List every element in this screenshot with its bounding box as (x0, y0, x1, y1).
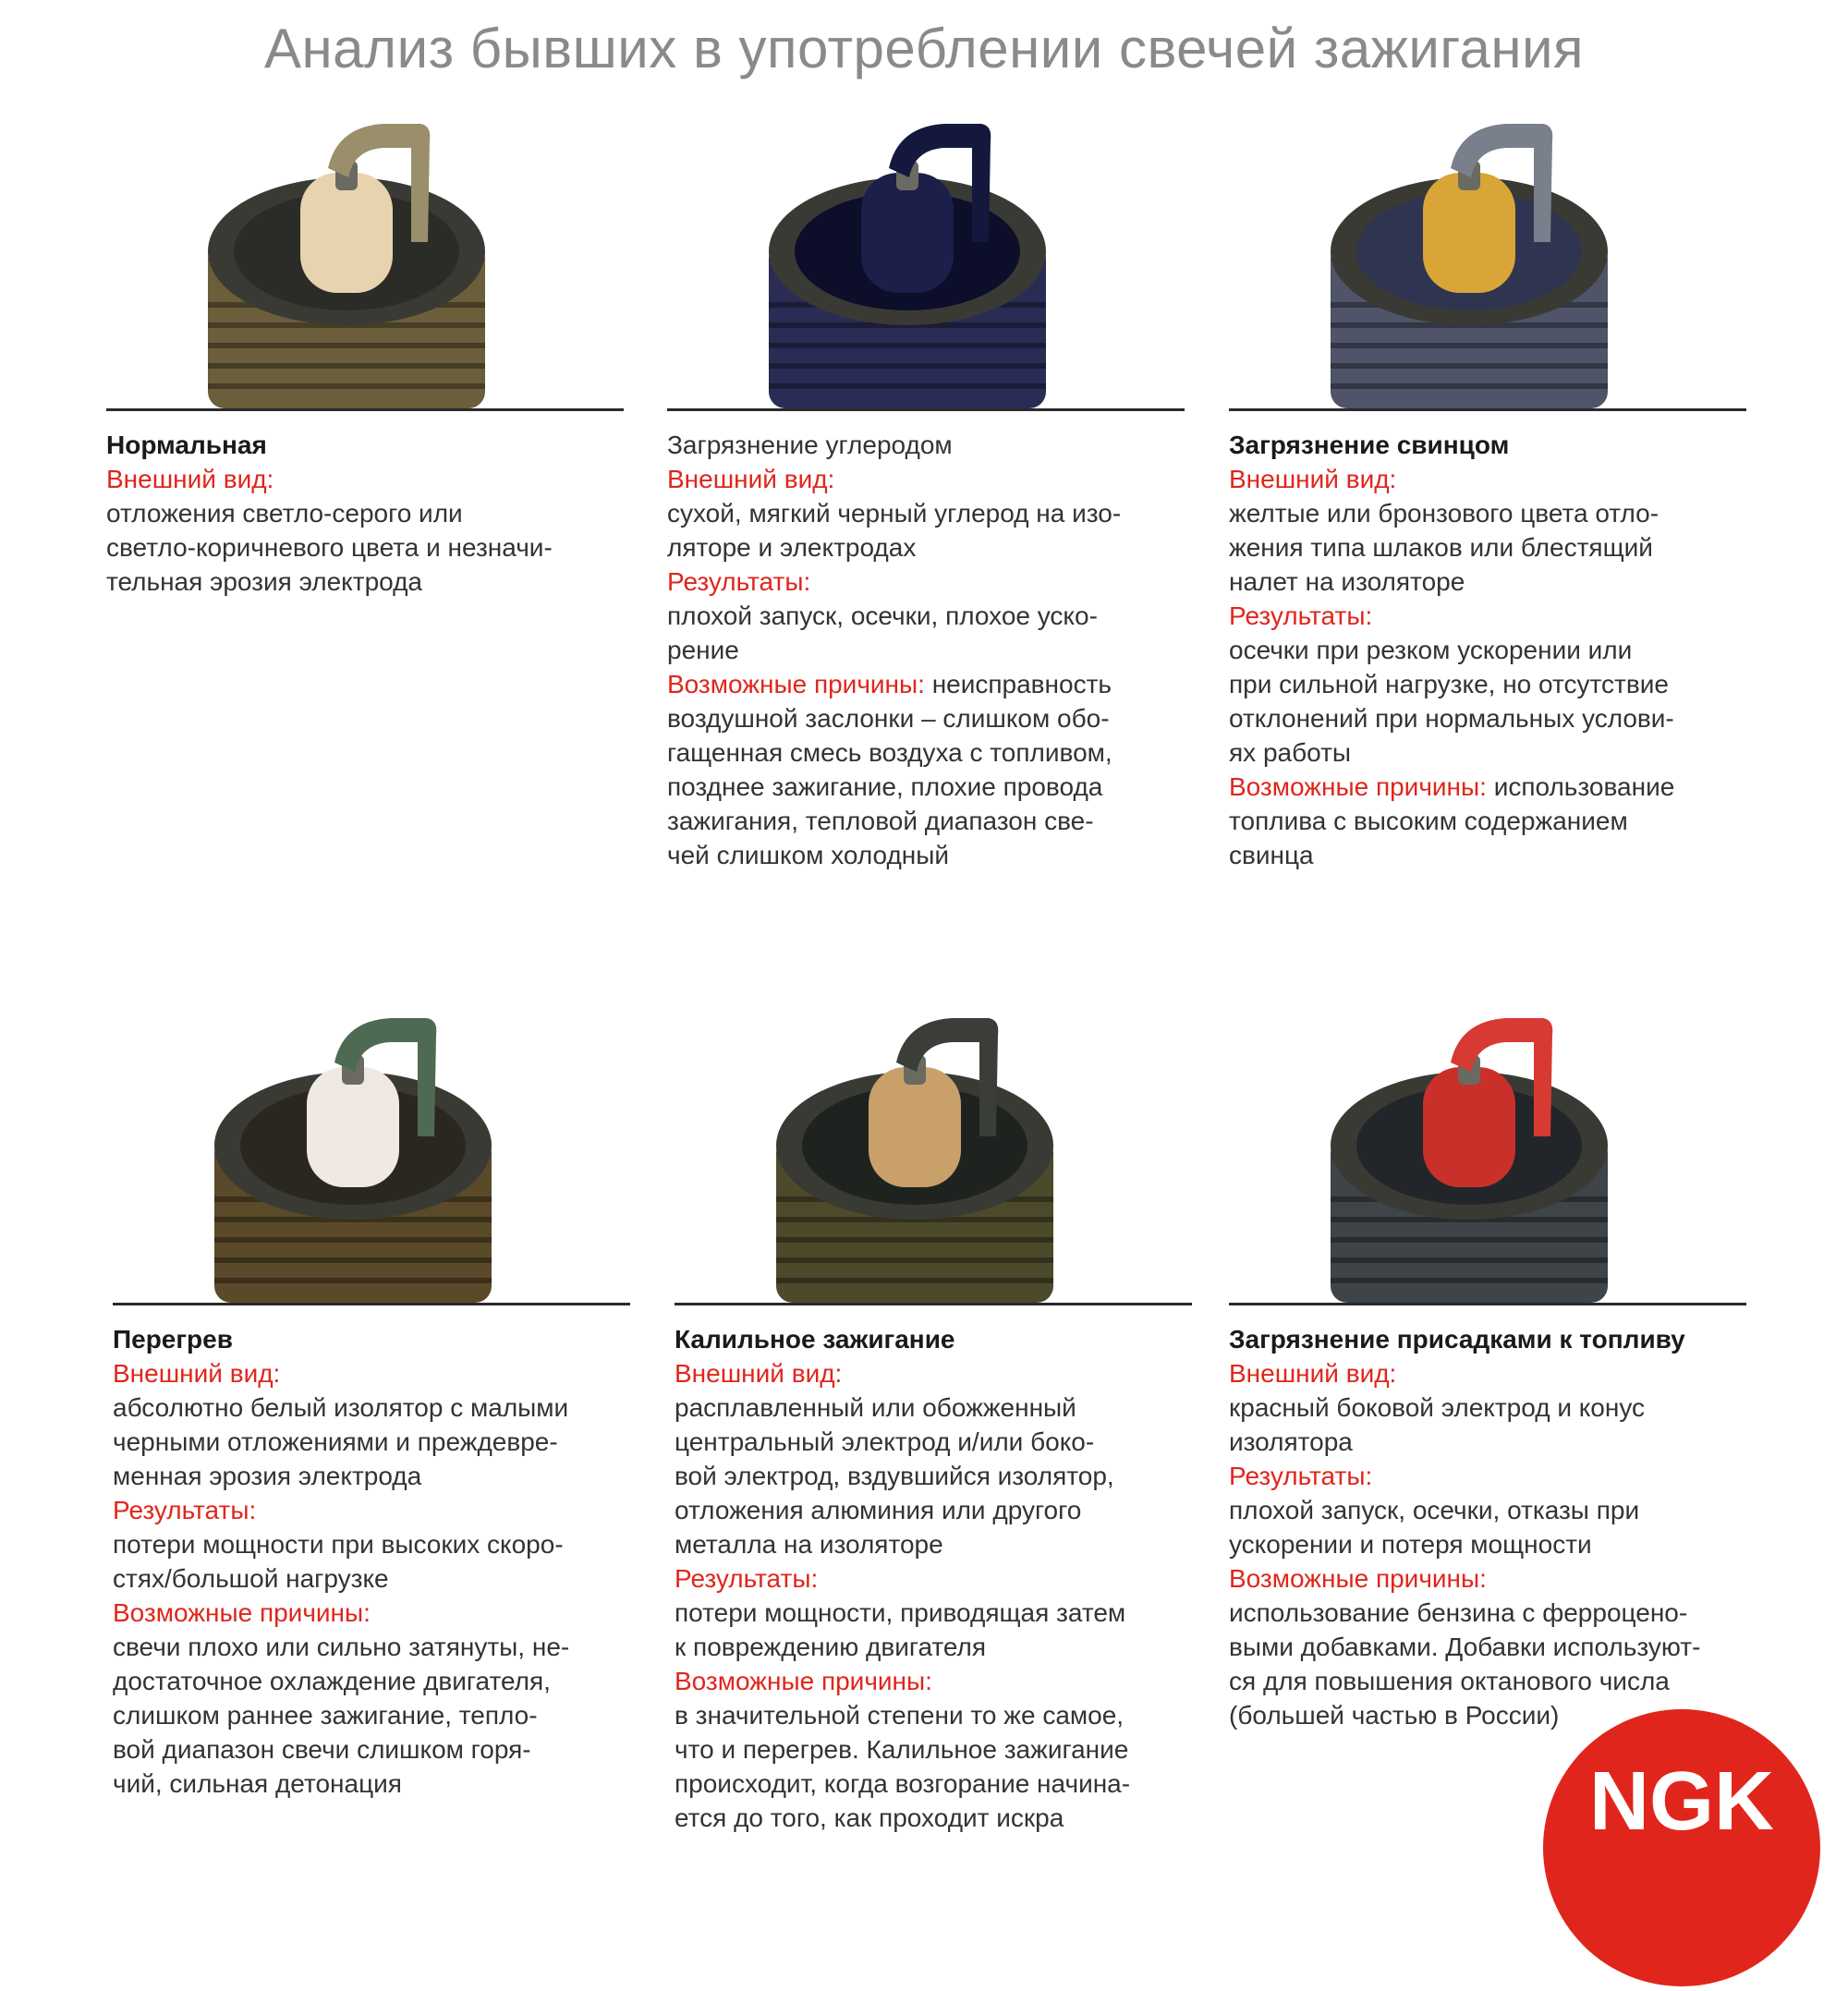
divider (667, 408, 1185, 411)
results-label: Результаты: (113, 1496, 257, 1524)
spark-plug-photo (675, 998, 1192, 1303)
plug-insulator (1423, 1067, 1515, 1187)
appearance-text: отложения светло-серого или светло-коричневого цвета и незначи- тельная эрозия электрода (106, 499, 553, 596)
causes-label: Возможные причины: (1229, 1564, 1487, 1593)
results-text: осечки при резком ускорении или при сильной нагрузке, но отсутствие отклонений при нормальных услови- ях работы (1229, 636, 1674, 767)
appearance-text: желтые или бронзового цвета отло- жения типа шлаков или блестящий налет на изоляторе (1229, 499, 1660, 596)
plug-thread (214, 1237, 492, 1243)
appearance-text: расплавленный или обожженный центральный электрод и/или боко- вой электрод, вздувшийся изолятор, отложения алюминия или другого металла на изоляторе (675, 1393, 1114, 1559)
causes-label: Возможные причины: (1229, 772, 1487, 801)
plug-thread (214, 1278, 492, 1283)
causes-text: свечи плохо или сильно затянуты, не- достаточное охлаждение двигателя, слишком раннее зажигание, тепло- вой диапазон свечи слишком горя- чий, сильная детонация (113, 1633, 570, 1798)
spark-plug-photo (113, 998, 630, 1303)
appearance-label: Внешний вид: (675, 1359, 843, 1388)
causes-block (667, 667, 1185, 872)
divider (1229, 1303, 1746, 1305)
plug-photo (1229, 998, 1746, 1303)
plug-thread (208, 363, 485, 369)
plug-title: Перегрев (113, 1325, 233, 1354)
plug-insulator (869, 1067, 961, 1187)
plug-insulator (300, 173, 393, 293)
spark-plug-photo (1229, 998, 1746, 1303)
plug-title: Калильное зажигание (675, 1325, 955, 1354)
spark-plug-photo (1229, 103, 1746, 408)
ngk-logo-text: NGK (1589, 1755, 1774, 1848)
plug-thread (769, 363, 1046, 369)
divider (1229, 408, 1746, 411)
plug-thread (1331, 383, 1608, 389)
appearance-text: красный боковой электрод и конус изолятора (1229, 1393, 1646, 1456)
appearance-text: абсолютно белый изолятор с малыми черными отложениями и преждевре- менная эрозия электрода (113, 1393, 569, 1490)
plug-card-normal (106, 103, 624, 599)
plug-thread (1331, 363, 1608, 369)
plug-thread (214, 1257, 492, 1263)
appearance-label: Внешний вид: (1229, 1359, 1397, 1388)
plug-photo (667, 103, 1185, 408)
plug-thread (208, 383, 485, 389)
causes-text: использование топлива с высоким содержанием свинца (1229, 772, 1675, 869)
plug-insulator (307, 1067, 399, 1187)
plug-thread (769, 343, 1046, 348)
plug-title: Загрязнение свинцом (1229, 431, 1510, 459)
plug-thread (769, 383, 1046, 389)
causes-text: неисправность воздушной заслонки – слишком обо- гащенная смесь воздуха с топливом, позднее зажигание, плохие провода зажигания, тепловой диапазон све- чей слишком холодный (667, 670, 1112, 869)
appearance-label: Внешний вид: (113, 1359, 281, 1388)
plug-card-additives (1229, 998, 1746, 1732)
causes-label: Возможные причины: (675, 1667, 932, 1695)
plug-thread (1331, 1237, 1608, 1243)
plug-insulator (861, 173, 954, 293)
results-text: потери мощности, приводящая затем к повреждению двигателя (675, 1598, 1126, 1661)
results-label: Результаты: (1229, 601, 1373, 630)
plug-title: Загрязнение углеродом (667, 431, 953, 459)
causes-text: использование бензина с ферроцено- выми добавками. Добавки используют- ся для повышения октанового числа (большей частью в России) (1229, 1598, 1701, 1730)
appearance-label: Внешний вид: (106, 465, 274, 493)
ngk-logo (1543, 1709, 1820, 1986)
plug-card-lead (1229, 103, 1746, 872)
divider (106, 408, 624, 411)
appearance-label: Внешний вид: (1229, 465, 1397, 493)
results-text: плохой запуск, осечки, плохое уско- рение (667, 601, 1098, 664)
divider (675, 1303, 1192, 1305)
plug-thread (776, 1237, 1053, 1243)
plug-thread (1331, 343, 1608, 348)
ngk-logo-circle (1543, 1709, 1820, 1986)
causes-block (1229, 770, 1746, 872)
causes-text: в значительной степени то же самое, что и перегрев. Калильное зажигание происходит, когда возгорание начина- ется до того, как проходит искра (675, 1701, 1131, 1832)
plug-title: Загрязнение присадками к топливу (1229, 1325, 1685, 1354)
page-title: Анализ бывших в употреблении свечей зажигания (264, 18, 1584, 79)
divider (113, 1303, 630, 1305)
plug-card-carbon (667, 103, 1185, 872)
plug-thread (1331, 1278, 1608, 1283)
plug-thread (1331, 1257, 1608, 1263)
causes-label: Возможные причины: (667, 670, 925, 698)
results-text: плохой запуск, осечки, отказы при ускорении и потеря мощности (1229, 1496, 1640, 1559)
plug-photo (113, 998, 630, 1303)
results-label: Результаты: (1229, 1462, 1373, 1490)
causes-label: Возможные причины: (113, 1598, 371, 1627)
appearance-text: сухой, мягкий черный углерод на изо- ляторе и электродах (667, 499, 1122, 562)
spark-plug-photo (106, 103, 624, 408)
results-text: потери мощности при высоких скоро- стях/большой нагрузке (113, 1530, 564, 1593)
plug-photo (675, 998, 1192, 1303)
plug-photo (1229, 103, 1746, 408)
plug-insulator (1423, 173, 1515, 293)
results-label: Результаты: (667, 567, 811, 596)
plug-thread (776, 1257, 1053, 1263)
plug-title: Нормальная (106, 431, 267, 459)
spark-plug-photo (667, 103, 1185, 408)
appearance-label: Внешний вид: (667, 465, 835, 493)
results-label: Результаты: (675, 1564, 819, 1593)
plug-thread (208, 343, 485, 348)
plug-card-overheat (113, 998, 630, 1801)
plug-card-preignition (675, 998, 1192, 1835)
plug-photo (106, 103, 624, 408)
plug-thread (776, 1278, 1053, 1283)
